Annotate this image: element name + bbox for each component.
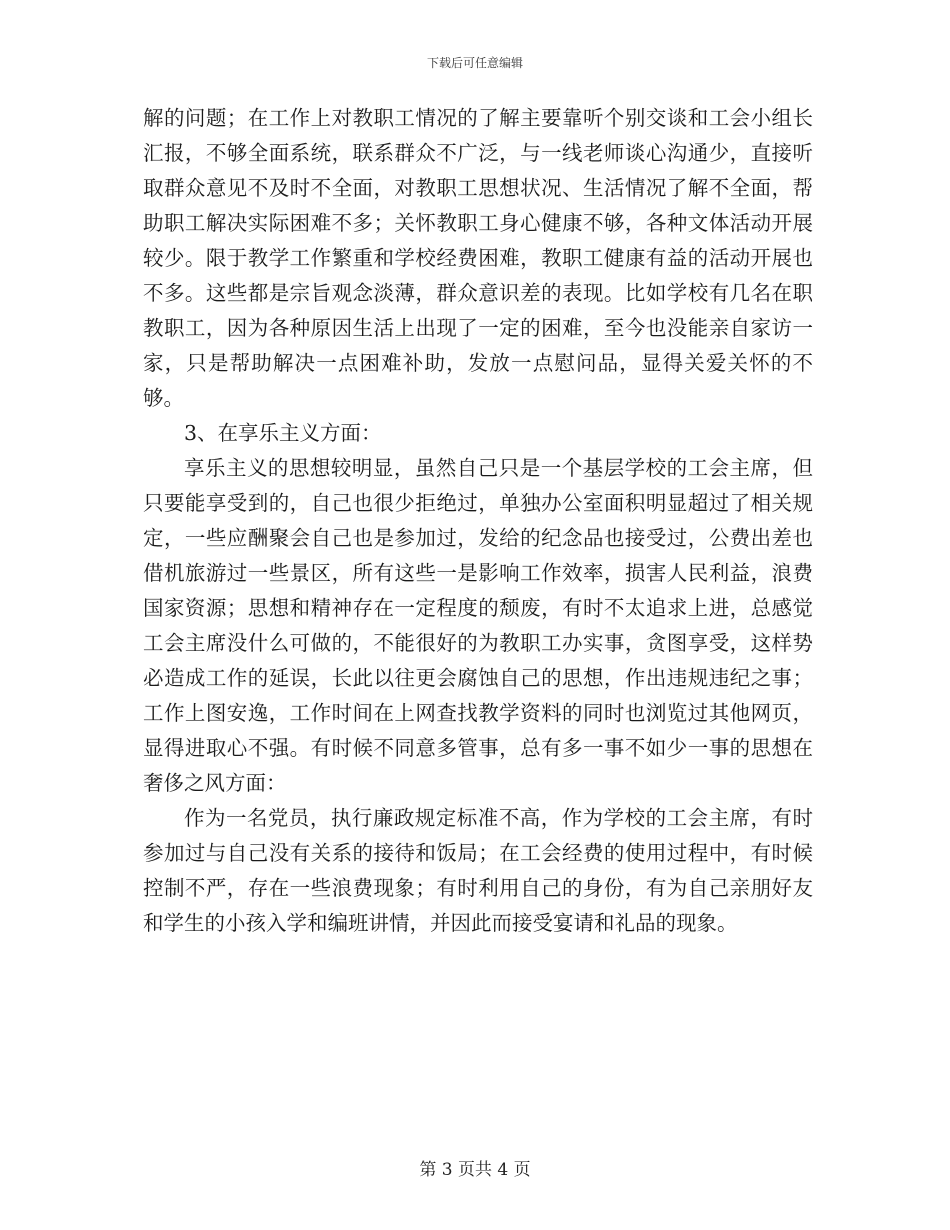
paragraph-party-member: 作为一名党员，执行廉政规定标准不高，作为学校的工会主席，有时参加过与自己没有关系的接待和饭局；在工会经费的使用过程中，有时候控制不严，存在一些浪费现象；有时利用自己的身份，有为自己亲朋好友和学生的小孩入学和编班讲情，并因此而接受宴请和礼品的现象。 (143, 806, 813, 935)
paragraph-hedonism: 享乐主义的思想较明显，虽然自己只是一个基层学校的工会主席，但只要能享受到的，自己也很少拒绝过，单独办公室面积明显超过了相关规定，一些应酬聚会自己也是参加过，发给的纪念品也接受过，公费出差也借机旅游过一些景区，所有这些一是影响工作效率，损害人民利益，浪费国家资源；思想和精神存在一定程度的颓废，有时不太追求上进，总感觉工会主席没什么可做的，不能很好的为教职工办实事，贪图享受，这样势必造成工作的延误，长此以往更会腐蚀自己的思想，作出违规违纪之事；工作上图安逸，工作时间在上网查找教学资料的同时也浏览过其他网页，显得进取心不强。有时候不同意多管事，总有多一事不如少一事的思想在奢侈之风方面： (143, 456, 813, 795)
page-header: 下载后可任意编辑 (426, 56, 523, 70)
document-body (143, 101, 813, 941)
page-number-footer: 第 3 页共 4 页 (419, 1160, 531, 1180)
section-heading: 3、在享乐主义方面： (184, 421, 382, 445)
paragraph-continuation: 解的问题；在工作上对教职工情况的了解主要靠听个别交谈和工会小组长汇报，不够全面系统，联系群众不广泛，与一线老师谈心沟通少，直接听取群众意见不及时不全面，对教职工思想状况、生活情况了解不全面，帮助职工解决实际困难不多；关怀教职工身心健康不够，各种文体活动开展较少。限于教学工作繁重和学校经费困难，教职工健康有益的活动开展也不多。这些都是宗旨观念淡薄，群众意识差的表现。比如学校有几名在职教职工，因为各种原因生活上出现了一定的困难，至今也没能亲自家访一家，只是帮助解决一点困难补助，发放一点慰问品，显得关爱关怀的不够。 (143, 106, 813, 410)
